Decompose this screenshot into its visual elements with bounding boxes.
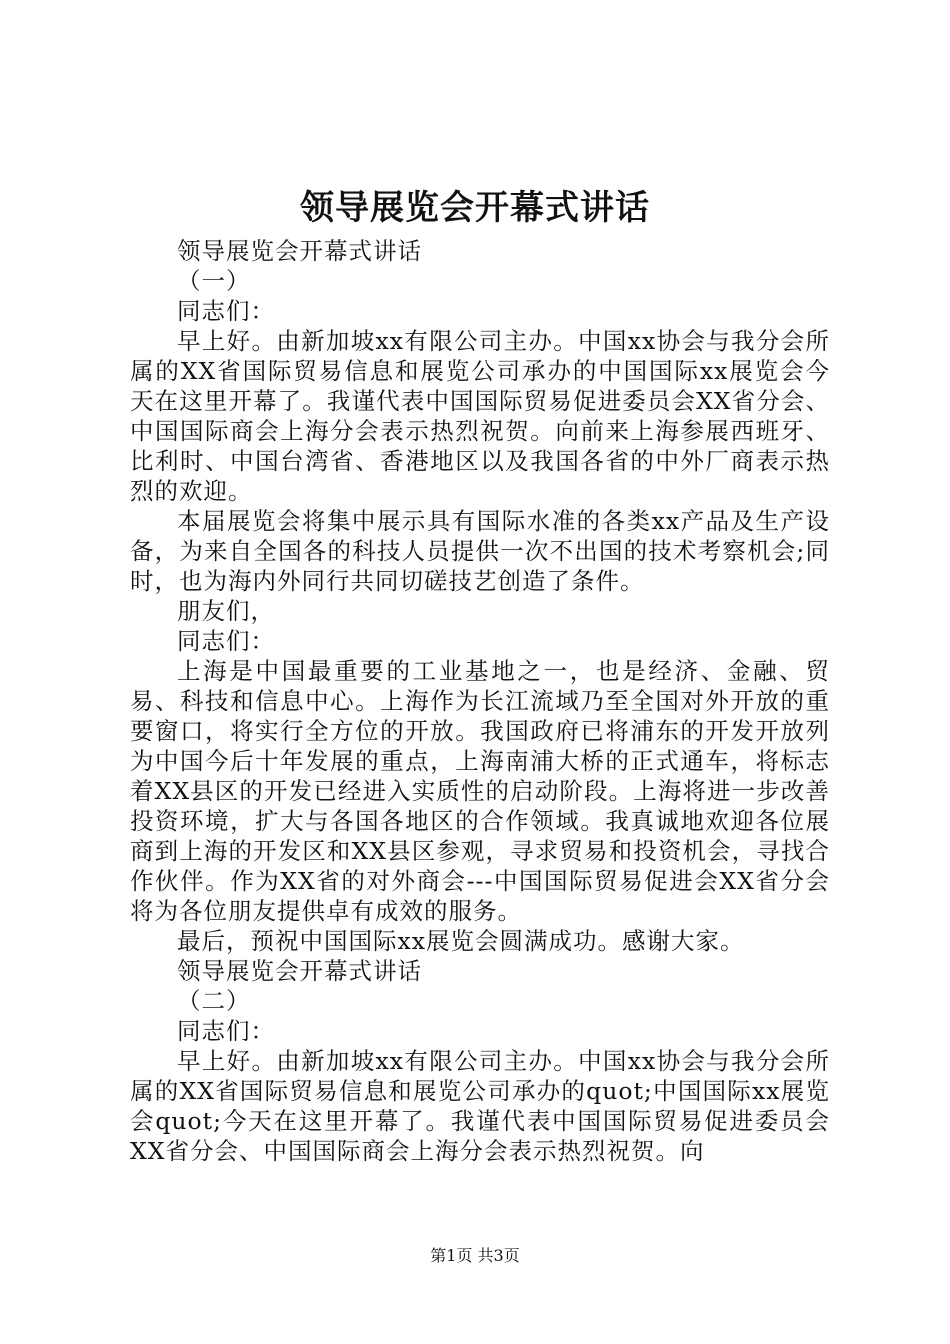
paragraph-closing: 最后，预祝中国国际xx展览会圆满成功。感谢大家。 bbox=[177, 927, 745, 955]
paragraph-shanghai: 上海是中国最重要的工业基地之一，也是经济、金融、贸易、科技和信息中心。上海作为长江流域乃至全国对外开放的重要窗口，将实行全方位的开放。我国政府已将浦东的开发开放列为中国今后十年发展的重点，上海南浦大桥的正式通车，将标志着XX县区的开发已经进入实质性的启动阶段。上海将进一步改善投资环境，扩大与各国各地区的合作领域。我真诚地欢迎各位展商到上海的开发区和XX县区参观，寻求贸易和投资机会，寻找合作伙伴。作为XX省的对外商会---中国国际贸易促进会XX省分会将为各位朋友提供卓有成效的服务。 bbox=[130, 657, 830, 925]
paragraph-exhibition: 本届展览会将集中展示具有国际水准的各类xx产品及生产设备，为来自全国各的科技人员提供一次不出国的技术考察机会;同时，也为海内外同行共同切磋技艺创造了条件。 bbox=[130, 507, 830, 595]
paragraph-subtitle-2: 领导展览会开幕式讲话 bbox=[177, 957, 422, 985]
paragraph-greeting-2: 早上好。由新加坡xx有限公司主办。中国xx协会与我分会所属的XX省国际贸易信息和展览公司承办的quot;中国国际xx展览会quot;今天在这里开幕了。我谨代表中国国际贸易促进委员会XX省分会、中国国际商会上海分会表示热烈祝贺。向 bbox=[130, 1047, 830, 1165]
document-body bbox=[130, 236, 830, 1166]
paragraph-salutation-1: 同志们： bbox=[177, 297, 275, 325]
paragraph-friends: 朋友们， bbox=[177, 597, 275, 625]
paragraph-salutation-3: 同志们： bbox=[177, 1017, 275, 1045]
paragraph-section-2: （二） bbox=[177, 987, 251, 1015]
document-title: 领导展览会开幕式讲话 bbox=[300, 188, 650, 228]
page-number: 第1页 共3页 bbox=[430, 1246, 520, 1265]
paragraph-section-1: （一） bbox=[177, 267, 251, 295]
paragraph-greeting-1: 早上好。由新加坡xx有限公司主办。中国xx协会与我分会所属的XX省国际贸易信息和展览公司承办的中国国际xx展览会今天在这里开幕了。我谨代表中国国际贸易促进委员会XX省分会、中国国际商会上海分会表示热烈祝贺。向前来上海参展西班牙、比利时、中国台湾省、香港地区以及我国各省的中外厂商表示热烈的欢迎。 bbox=[130, 327, 830, 505]
paragraph-subtitle-1: 领导展览会开幕式讲话 bbox=[177, 237, 422, 265]
paragraph-salutation-2: 同志们： bbox=[177, 627, 275, 655]
